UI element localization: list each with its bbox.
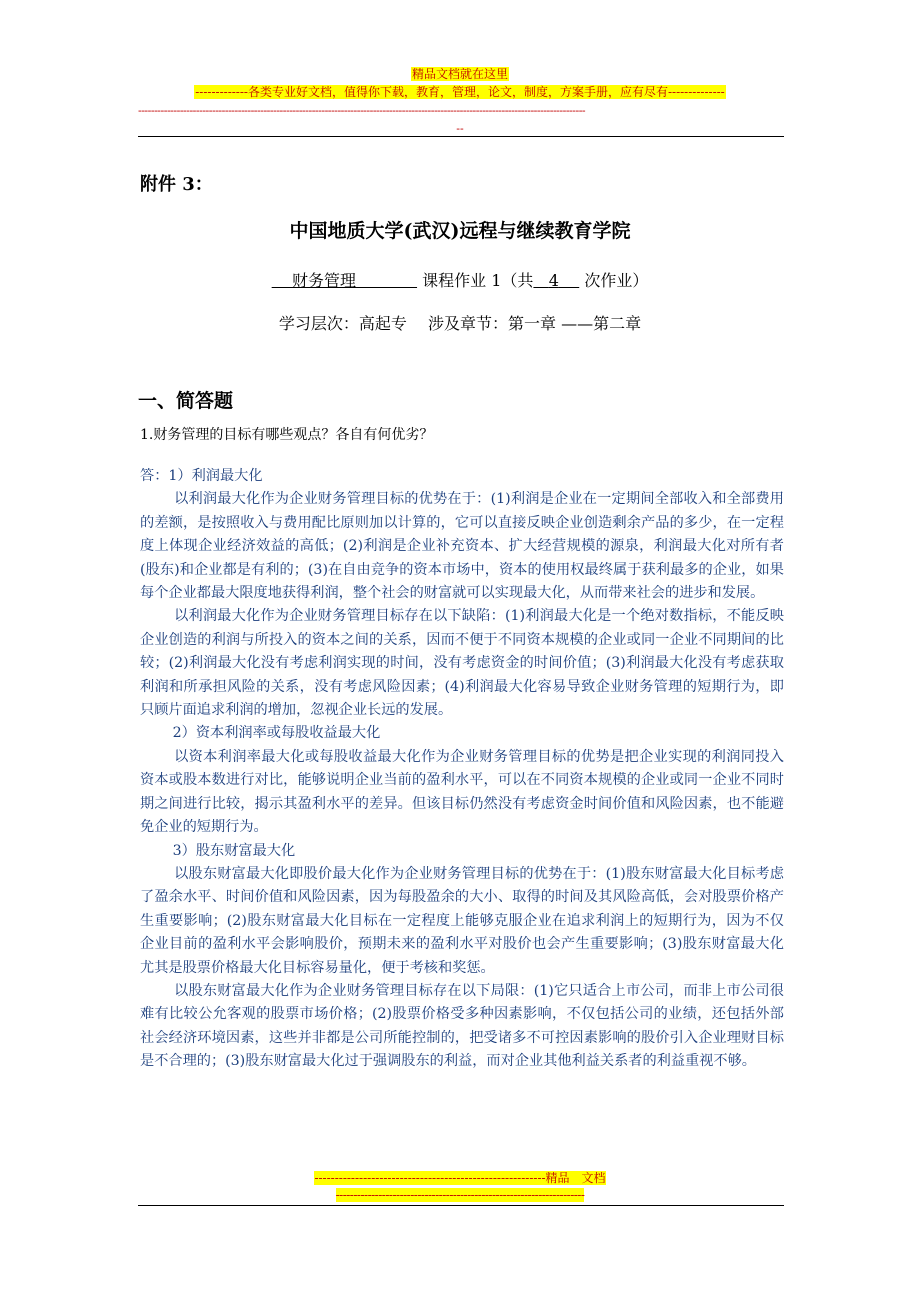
banner-dash-tail: -- xyxy=(456,122,464,135)
answer-heading-2: 2）资本利润率或每股收益最大化 xyxy=(172,725,381,742)
answer-paragraph: 以股东财富最大化即股价最大化作为企业财务管理目标的优势在于：(1)股东财富最大化目标考虑了盈余水平、时间价值和风险因素，因为每股盈余的大小、取得的时间及其风险高低，会对股票价格产生重要影响；(2)股东财富最大化目标在一定程度上能够克服企业在追求利润上的短期行为，因为不仅企业目前的盈利水平会影响股价，预期未来的盈利水平对股价也会产生重要影响；(3)股东财富最大化尤其是股票价格最大化目标容易量化，便于考核和奖惩。 xyxy=(140,865,784,976)
assignment-suffix: 次作业） xyxy=(584,271,649,290)
banner-tagline: -------------各类专业好文档，值得你下载，教育，管理，论文，制度，方案手册，应有尽有-------------- xyxy=(195,85,725,99)
answer-block xyxy=(140,465,784,1074)
course-line xyxy=(0,268,920,291)
answer-paragraph: 以利润最大化作为企业财务管理目标存在以下缺陷：(1)利润最大化是一个绝对数指标，不能反映企业创造的利润与所投入的资本之间的关系，因而不便于不同资本规模的企业或同一企业不同期间的比较；(2)利润最大化没有考虑利润实现的时间，没有考虑资金的时间价值；(3)利润最大化没有考虑获取利润和所承担风险的关系，没有考虑风险因素；(4)利润最大化容易导致企业财务管理的短期行为，即只顾片面追求利润的增加，忽视企业长远的发展。 xyxy=(140,608,784,719)
footer-banner: ---------------------------------------------------------精品 文档 xyxy=(314,1171,606,1185)
footer-dash-line: ---------------------------------------------------------------------- xyxy=(335,1188,585,1202)
footer-rule xyxy=(138,1205,784,1206)
banner-dash-line: ------------------------------------------------------------------------------------------------------------------------------------------- xyxy=(138,104,586,117)
answer-heading-3: 3）股东财富最大化 xyxy=(172,842,296,859)
answer-heading-1: 答：1）利润最大化 xyxy=(140,468,263,484)
assignment-prefix: 课程作业 1（共 xyxy=(422,271,534,290)
assignment-count: 4 xyxy=(548,271,559,290)
section-title: 一、简答题 xyxy=(138,390,234,412)
answer-paragraph: 以资本利润率最大化或每股收益最大化作为企业财务管理目标的优势是把企业实现的利润同投入资本或股本数进行对比，能够说明企业当前的盈利水平，可以在不同资本规模的企业或同一企业不同时期之间进行比较，揭示其盈利水平的差异。但该目标仍然没有考虑资金时间价值和风险因素，也不能避免企业的短期行为。 xyxy=(140,748,784,836)
banner-title: 精品文档就在这里 xyxy=(411,67,508,81)
level-line: 学习层次：高起专 涉及章节：第一章 ——第二章 xyxy=(278,314,642,333)
course-name: 财务管理 xyxy=(292,271,357,290)
question-text: 1.财务管理的目标有哪些观点？各自有何优劣？ xyxy=(140,427,434,443)
answer-paragraph: 以股东财富最大化作为企业财务管理目标存在以下局限：(1)它只适合上市公司，而非上市公司很难有比较公允客观的股票市场价格；(2)股票价格受多种因素影响，不仅包括公司的业绩，还包括外部社会经济环境因素，这些并非都是公司所能控制的，把受诸多不可控因素影响的股价引入企业理财目标是不合理的；(3)股东财富最大化过于强调股东的利益，而对企业其他利益关系者的利益重视不够。 xyxy=(140,982,784,1070)
header-rule xyxy=(138,136,784,137)
answer-paragraph: 以利润最大化作为企业财务管理目标的优势在于：(1)利润是企业在一定期间全部收入和全部费用的差额，是按照收入与费用配比原则加以计算的，它可以直接反映企业创造剩余产品的多少，在一定程度上体现企业经济效益的高低；(2)利润是企业补充资本、扩大经营规模的源泉，利润最大化对所有者(股东)和企业都是有利的；(3)在自由竞争的资本市场中，资本的使用权最终属于获利最多的企业，如果每个企业都最大限度地获得利润，整个社会的财富就可以实现最大化，从而带来社会的进步和发展。 xyxy=(140,491,784,602)
school-title: 中国地质大学(武汉)远程与继续教育学院 xyxy=(289,220,631,242)
annex-label: 附件 3： xyxy=(140,174,213,195)
